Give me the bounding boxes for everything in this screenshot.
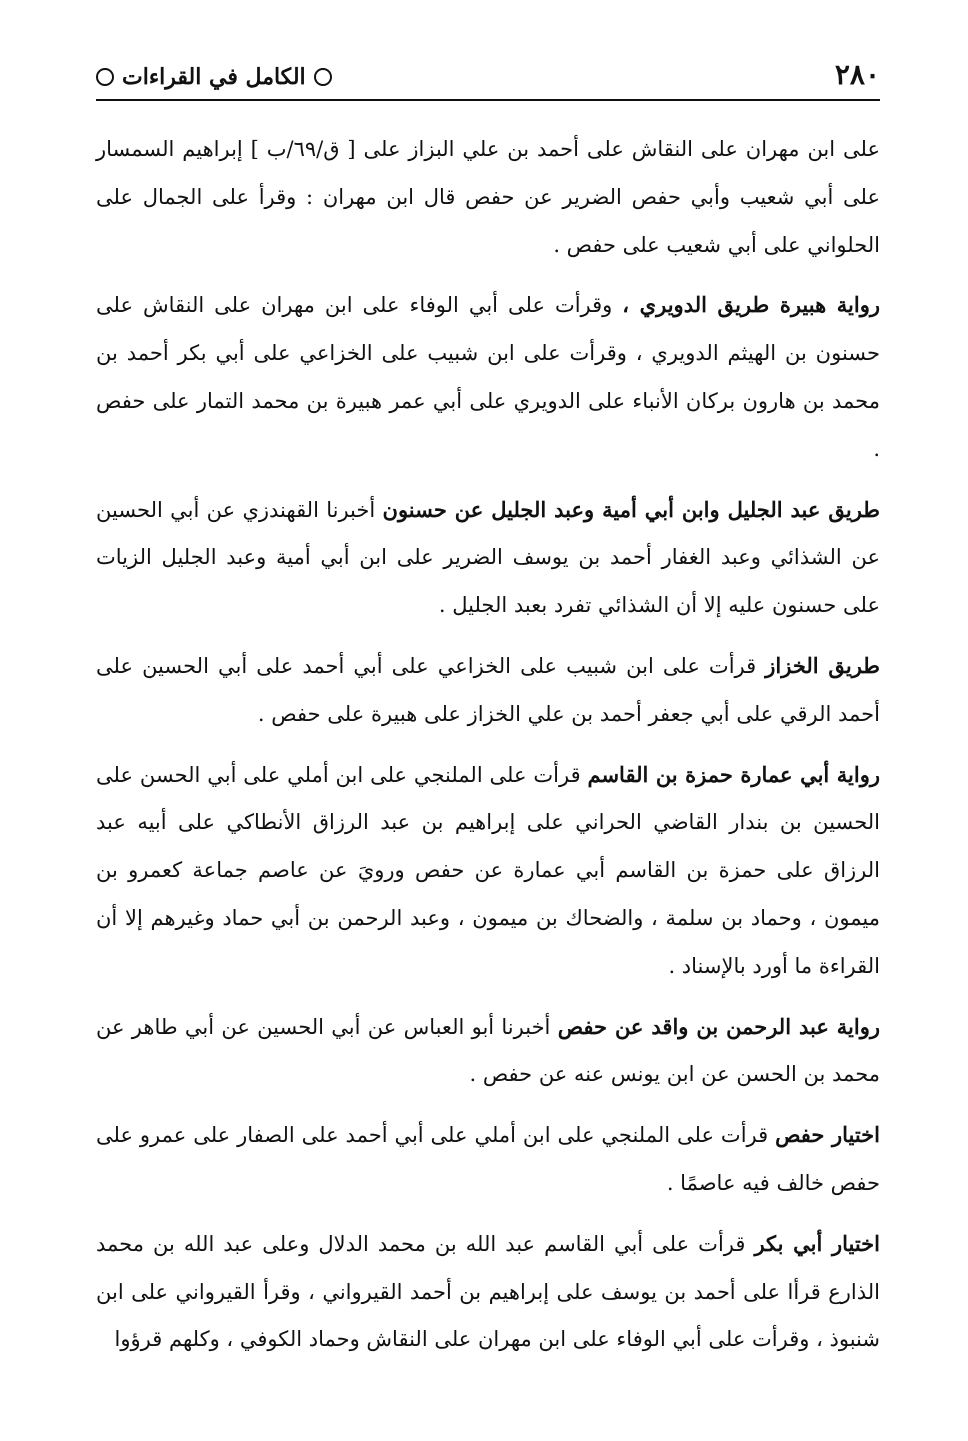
- paragraph: [96, 1111, 880, 1208]
- paragraph: [96, 281, 880, 473]
- paragraph: [96, 642, 880, 739]
- paragraph-text: على ابن مهران على النقاش على أحمد بن علي البزاز على [ ق/٦٩/ب ] إبراهيم السمسار على أبي شعيب وأبي حفص الضرير عن حفص قال ابن مهران : وقرأ على الجمال على الحلواني على أبي شعيب على حفص .: [96, 137, 880, 257]
- paragraph-text: قرأت على الملنجي على ابن أملي على أبي الحسن على الحسين بن بندار القاضي الحراني على إبراهيم بن عبد الرزاق الأنطاكي على أبيه عبد الرزاق على حمزة بن القاسم أبي عمارة عن حفص ورويَ عن عاصم جماعة كعمرو بن ميمون ، وحماد بن سلمة ، والضحاك بن ميمون ، وعبد الرحمن بن أبي حماد وغيرهم إلا أن القراءة ما أورد بالإسناد .: [96, 762, 880, 978]
- circle-ornament-icon: [96, 68, 114, 86]
- paragraph: [96, 1220, 880, 1364]
- paragraph-text: أخبرنا القهندزي عن أبي الحسين عن الشذائي وعبد الغفار أحمد بن يوسف الضرير على ابن أبي أمية وعبد الجليل الزيات على حسنون عليه إلا أن الشذائي تفرد بعبد الجليل .: [96, 497, 880, 618]
- paragraph-heading: رواية عبد الرحمن بن واقد عن حفص: [557, 1013, 880, 1039]
- paragraph-heading: اختيار حفص: [775, 1122, 880, 1148]
- header-rule: [96, 99, 880, 101]
- paragraph-text: قرأت على الملنجي على ابن أملي على أبي أحمد على الصفار على عمرو على حفص خالف فيه عاصمًا .: [96, 1123, 880, 1195]
- circle-ornament-icon: [314, 68, 332, 86]
- paragraph-text: أخبرنا أبو العباس عن أبي الحسين عن أبي طاهر عن محمد بن الحسن عن ابن يونس عنه عن حفص .: [96, 1014, 880, 1087]
- running-title-group: [96, 64, 332, 90]
- paragraph-heading: رواية هبيرة طريق الدويري ،: [622, 292, 880, 318]
- paragraph-text: قرأت على ابن شبيب على الخزاعي على أبي أحمد على أبي الحسين على أحمد الرقي على أبي جعفر أحمد بن علي الخزاز على هبيرة على حفص .: [96, 653, 880, 726]
- paragraph-text: قرأت على أبي القاسم عبد الله بن محمد الدلال وعلى عبد الله بن محمد الذارع قرأا على أحمد بن يوسف على إبراهيم بن أحمد القيرواني ، وقرأ القيرواني على ابن شنبوذ ، وقرأت على أبي الوفاء على ابن مهران على النقاش وحماد الكوفي ، وكلهم قرؤوا: [96, 1231, 880, 1352]
- running-title: الكامل في القراءات: [122, 64, 306, 90]
- page-header: [96, 52, 880, 98]
- paragraph-text: وقرأت على أبي الوفاء على ابن مهران على النقاش على حسنون بن الهيثم الدويري ، وقرأت على ابن شبيب على الخزاعي على أبي بكر أحمد بن محمد بن هارون بركان الأنباء على الدويري على أبي عمر هبيرة بن محمد التمار على حفص .: [96, 293, 880, 461]
- page-number: ٢٨٠: [834, 58, 880, 91]
- body-text: [96, 126, 880, 1376]
- paragraph-heading: طريق الخزاز: [765, 652, 880, 678]
- paragraph-heading: طريق عبد الجليل وابن أبي أمية وعبد الجليل عن حسنون: [382, 496, 880, 522]
- paragraph-heading: رواية أبي عمارة حمزة بن القاسم: [587, 761, 880, 787]
- paragraph: [96, 486, 880, 630]
- paragraph-heading: اختيار أبي بكر: [754, 1230, 880, 1256]
- paragraph: [96, 751, 880, 991]
- paragraph: [96, 1003, 880, 1100]
- paragraph: [96, 126, 880, 269]
